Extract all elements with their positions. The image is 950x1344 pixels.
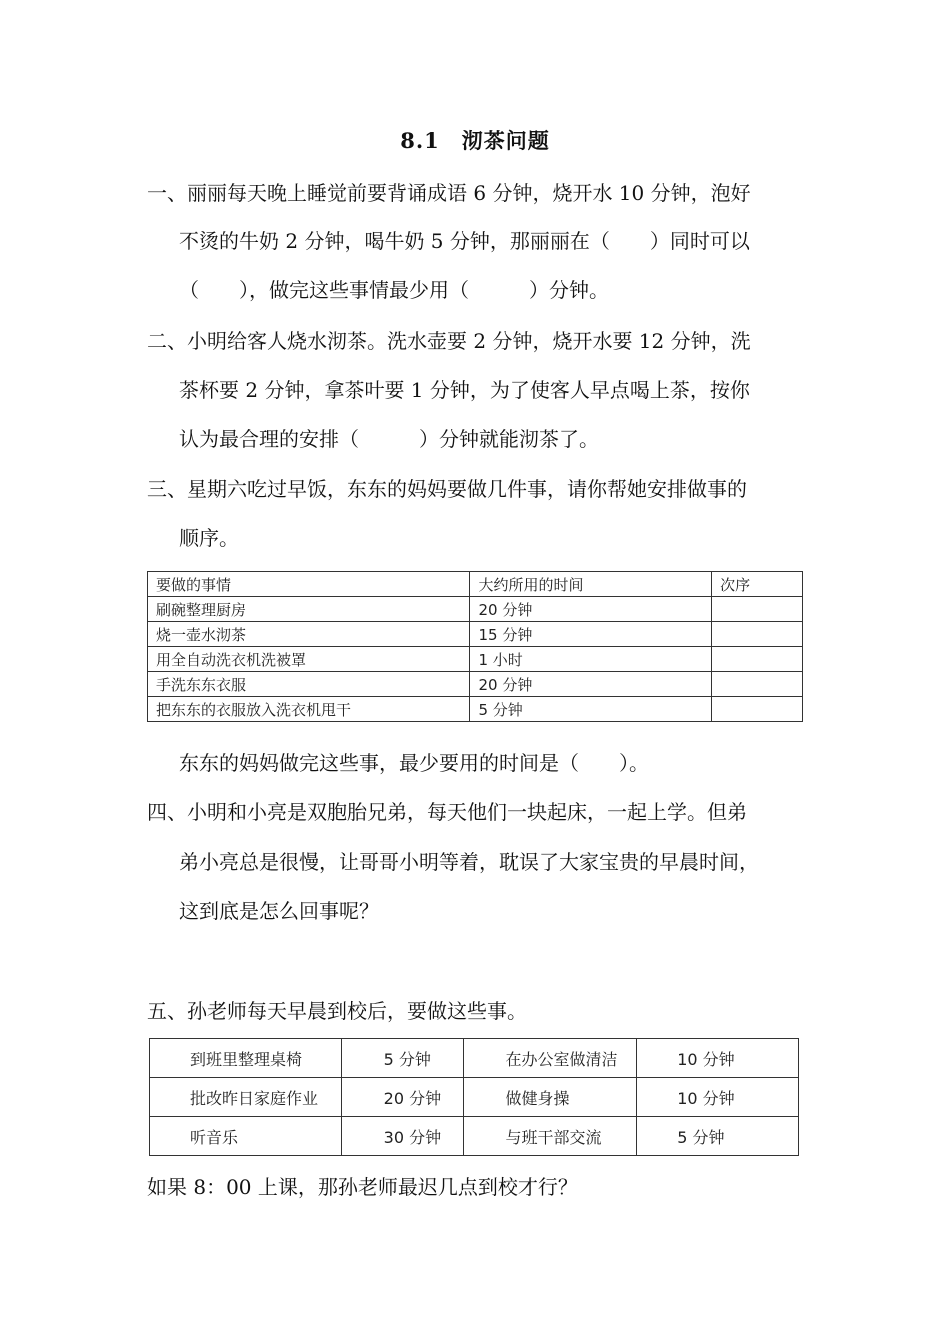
order-cell [712,647,803,672]
table-cell: 在办公室做清洁 [463,1039,637,1078]
table-cell: 做健身操 [463,1078,637,1117]
q2-line1: 二、小明给客人烧水沏茶。洗水壶要 2 分钟，烧开水要 12 分钟，洗 [147,329,751,353]
table-cell: 手洗东东衣服 [148,672,470,697]
q1-line2: 不烫的牛奶 2 分钟，喝牛奶 5 分钟，那丽丽在（ ）同时可以 [179,229,750,253]
q4-line3: 这到底是怎么回事呢？ [179,899,379,923]
q2-line2: 茶杯要 2 分钟，拿茶叶要 1 分钟，为了使客人早点喝上茶，按你 [179,378,750,402]
table-cell: 5 分钟 [637,1117,799,1156]
table-cell: 5 分钟 [470,697,712,722]
q1-line1: 一、丽丽每天晚上睡觉前要背诵成语 6 分钟，烧开水 10 分钟，泡好 [147,181,751,205]
table-cell: 5 分钟 [341,1039,463,1078]
table-cell: 批改昨日家庭作业 [150,1078,342,1117]
q5-line1: 五、孙老师每天早晨到校后，要做这些事。 [147,999,527,1023]
q3-line1: 三、星期六吃过早饭，东东的妈妈要做几件事，请你帮她安排做事的 [147,477,747,501]
q2-line3: 认为最合理的安排（ ）分钟就能沏茶了。 [179,427,599,451]
table-row [148,597,803,622]
table-header: 要做的事情 [148,572,470,597]
table-row [148,647,803,672]
table-row [150,1117,799,1156]
table-cell: 20 分钟 [341,1078,463,1117]
q1-line3: （ ），做完这些事情最少用（ ）分钟。 [179,278,609,302]
table-cell: 把东东的衣服放入洗衣机甩干 [148,697,470,722]
table-cell: 20 分钟 [470,672,712,697]
q4-line1: 四、小明和小亮是双胞胎兄弟，每天他们一块起床，一起上学。但弟 [147,800,747,824]
table-cell: 10 分钟 [637,1039,799,1078]
table-cell: 听音乐 [150,1117,342,1156]
table-cell: 15 分钟 [470,622,712,647]
chores-table [147,571,803,722]
q5-question: 如果 8：00 上课，那孙老师最迟几点到校才行？ [147,1175,578,1199]
table-cell: 用全自动洗衣机洗被罩 [148,647,470,672]
q4-line2: 弟小亮总是很慢，让哥哥小明等着，耽误了大家宝贵的早晨时间， [179,850,759,874]
table-cell: 刷碗整理厨房 [148,597,470,622]
table-row [148,672,803,697]
q3-after: 东东的妈妈做完这些事，最少要用的时间是（ ）。 [179,751,649,775]
q3-line2: 顺序。 [179,526,239,550]
order-cell [712,597,803,622]
table-row [148,697,803,722]
order-cell [712,697,803,722]
table-row [148,622,803,647]
order-cell [712,622,803,647]
table-row [150,1039,799,1078]
table-cell: 烧一壶水沏茶 [148,622,470,647]
order-cell [712,672,803,697]
table-cell: 与班干部交流 [463,1117,637,1156]
table-cell: 1 小时 [470,647,712,672]
table-cell: 到班里整理桌椅 [150,1039,342,1078]
table-header: 次序 [712,572,803,597]
page-title: 8.1 沏茶问题 [400,128,550,153]
table-cell: 20 分钟 [470,597,712,622]
teacher-tasks-table [149,1038,799,1156]
table-header: 大约所用的时间 [470,572,712,597]
table-cell: 10 分钟 [637,1078,799,1117]
table-row [150,1078,799,1117]
table-header-row [148,572,803,597]
table-cell: 30 分钟 [341,1117,463,1156]
